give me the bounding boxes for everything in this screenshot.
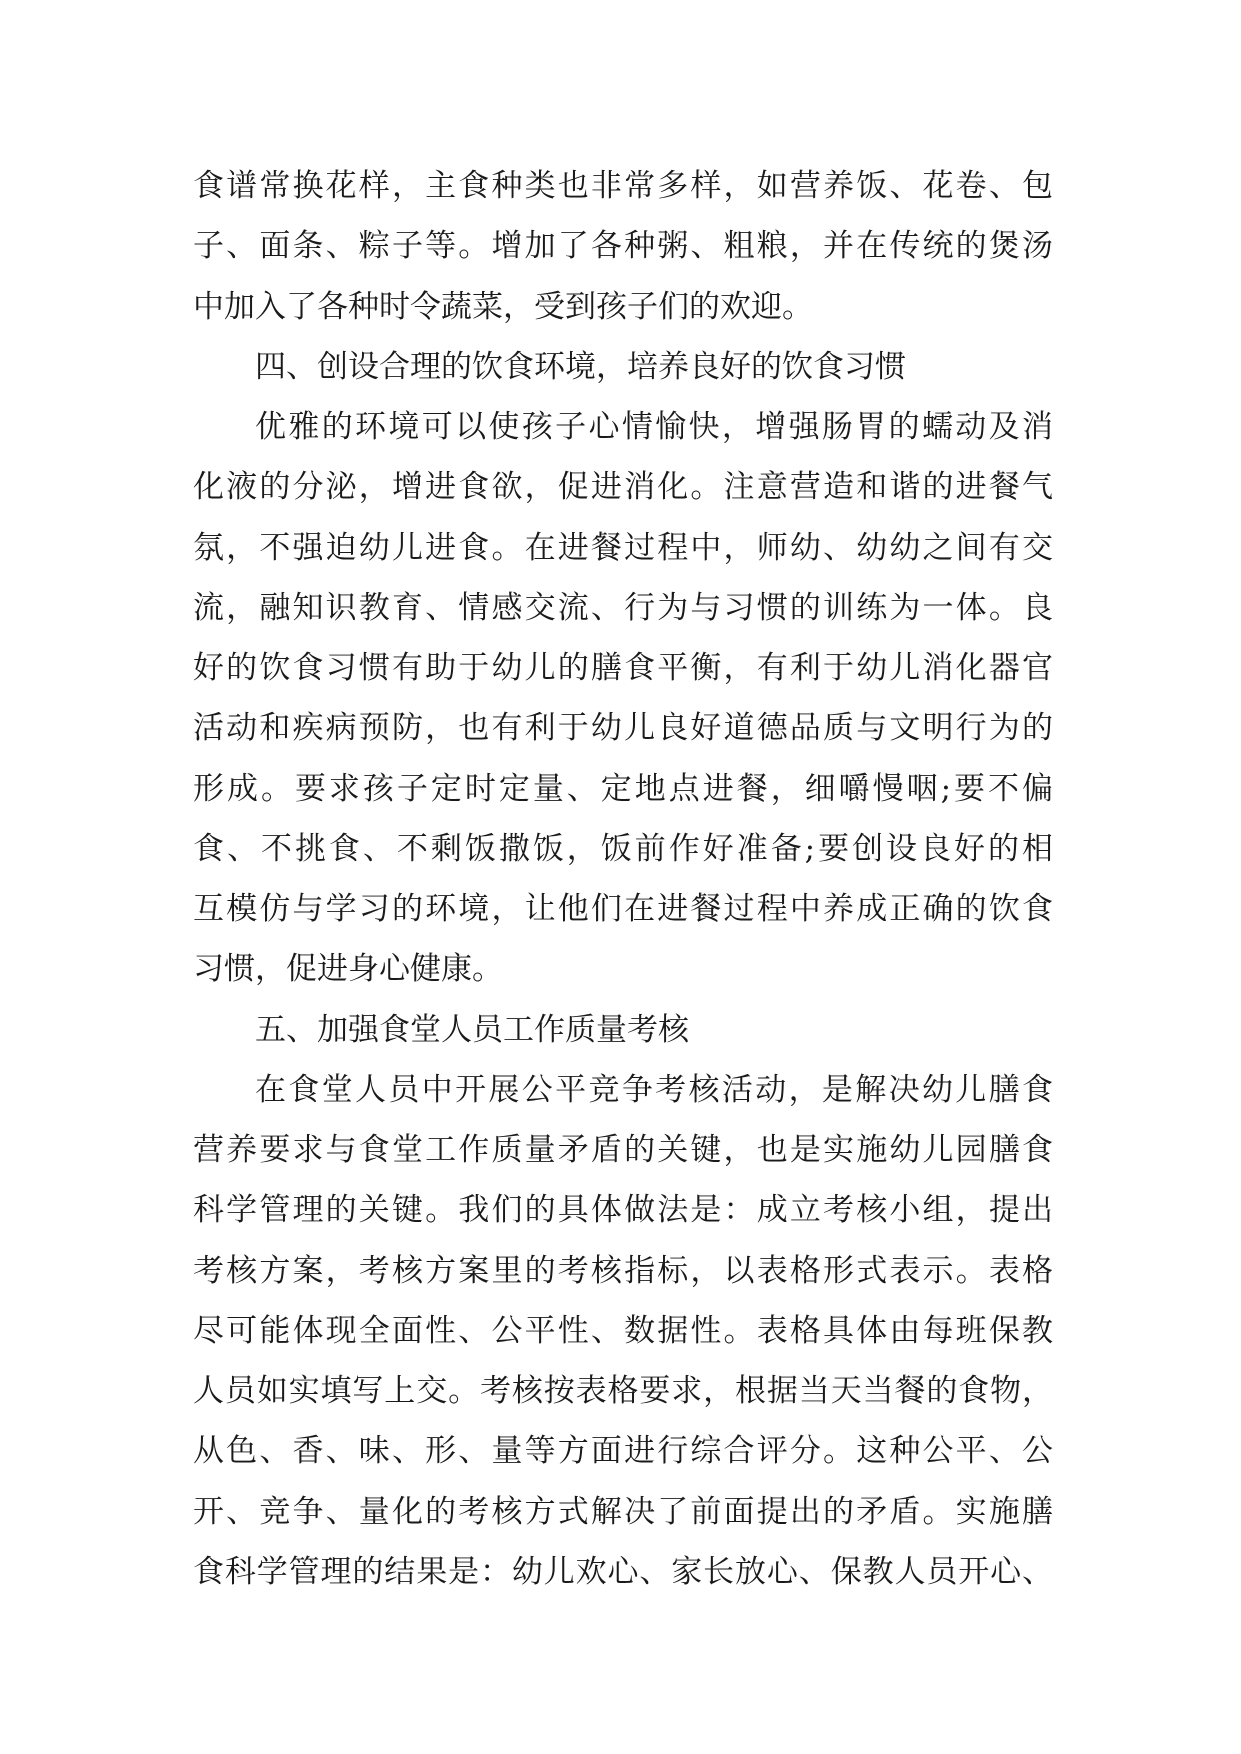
text-line: 食科学管理的结果是：幼儿欢心、家长放心、保教人员开心、 — [193, 1553, 1053, 1590]
text-line: 好的饮食习惯有助于幼儿的膳食平衡，有利于幼儿消化器官 — [193, 650, 1053, 686]
text-line: 科学管理的关键。我们的具体做法是：成立考核小组，提出 — [193, 1192, 1053, 1229]
section-heading: 四、创设合理的饮食环境，培养良好的饮食习惯 — [255, 348, 906, 385]
text-line: 在食堂人员中开展公平竞争考核活动，是解决幼儿膳食 — [255, 1071, 1053, 1108]
text-line: 中加入了各种时令蔬菜，受到孩子们的欢迎。 — [193, 288, 813, 325]
text-line: 子、面条、粽子等。增加了各种粥、粗粮，并在传统的煲汤 — [193, 228, 1053, 265]
text-line: 考核方案，考核方案里的考核指标，以表格形式表示。表格 — [193, 1252, 1053, 1289]
text-line: 食、不挑食、不剩饭撒饭，饭前作好准备;要创设良好的相 — [193, 830, 1053, 867]
text-line: 氛，不强迫幼儿进食。在进餐过程中，师幼、幼幼之间有交 — [193, 529, 1053, 566]
text-line: 互模仿与学习的环境，让他们在进餐过程中养成正确的饮食 — [193, 891, 1053, 927]
text-line: 优雅的环境可以使孩子心情愉快，增强肠胃的蠕动及消 — [255, 409, 1053, 445]
text-line: 活动和疾病预防，也有利于幼儿良好道德品质与文明行为的 — [193, 710, 1053, 747]
text-line: 食谱常换花样，主食种类也非常多样，如营养饭、花卷、包 — [193, 168, 1053, 204]
text-line: 形成。要求孩子定时定量、定地点进餐，细嚼慢咽;要不偏 — [193, 770, 1053, 807]
text-line: 从色、香、味、形、量等方面进行综合评分。这种公平、公 — [193, 1433, 1053, 1470]
text-line: 流，融知识教育、情感交流、行为与习惯的训练为一体。良 — [193, 589, 1053, 626]
text-line: 人员如实填写上交。考核按表格要求，根据当天当餐的食物， — [193, 1373, 1053, 1409]
text-line: 尽可能体现全面性、公平性、数据性。表格具体由每班保教 — [193, 1312, 1053, 1349]
text-line: 化液的分泌，增进食欲，促进消化。注意营造和谐的进餐气 — [193, 469, 1053, 506]
text-line: 营养要求与食堂工作质量矛盾的关键，也是实施幼儿园膳食 — [193, 1132, 1053, 1168]
document-body — [193, 156, 1053, 1602]
text-line: 开、竞争、量化的考核方式解决了前面提出的矛盾。实施膳 — [193, 1493, 1053, 1530]
section-heading: 五、加强食堂人员工作质量考核 — [255, 1011, 689, 1048]
text-line: 习惯，促进身心健康。 — [193, 951, 503, 988]
